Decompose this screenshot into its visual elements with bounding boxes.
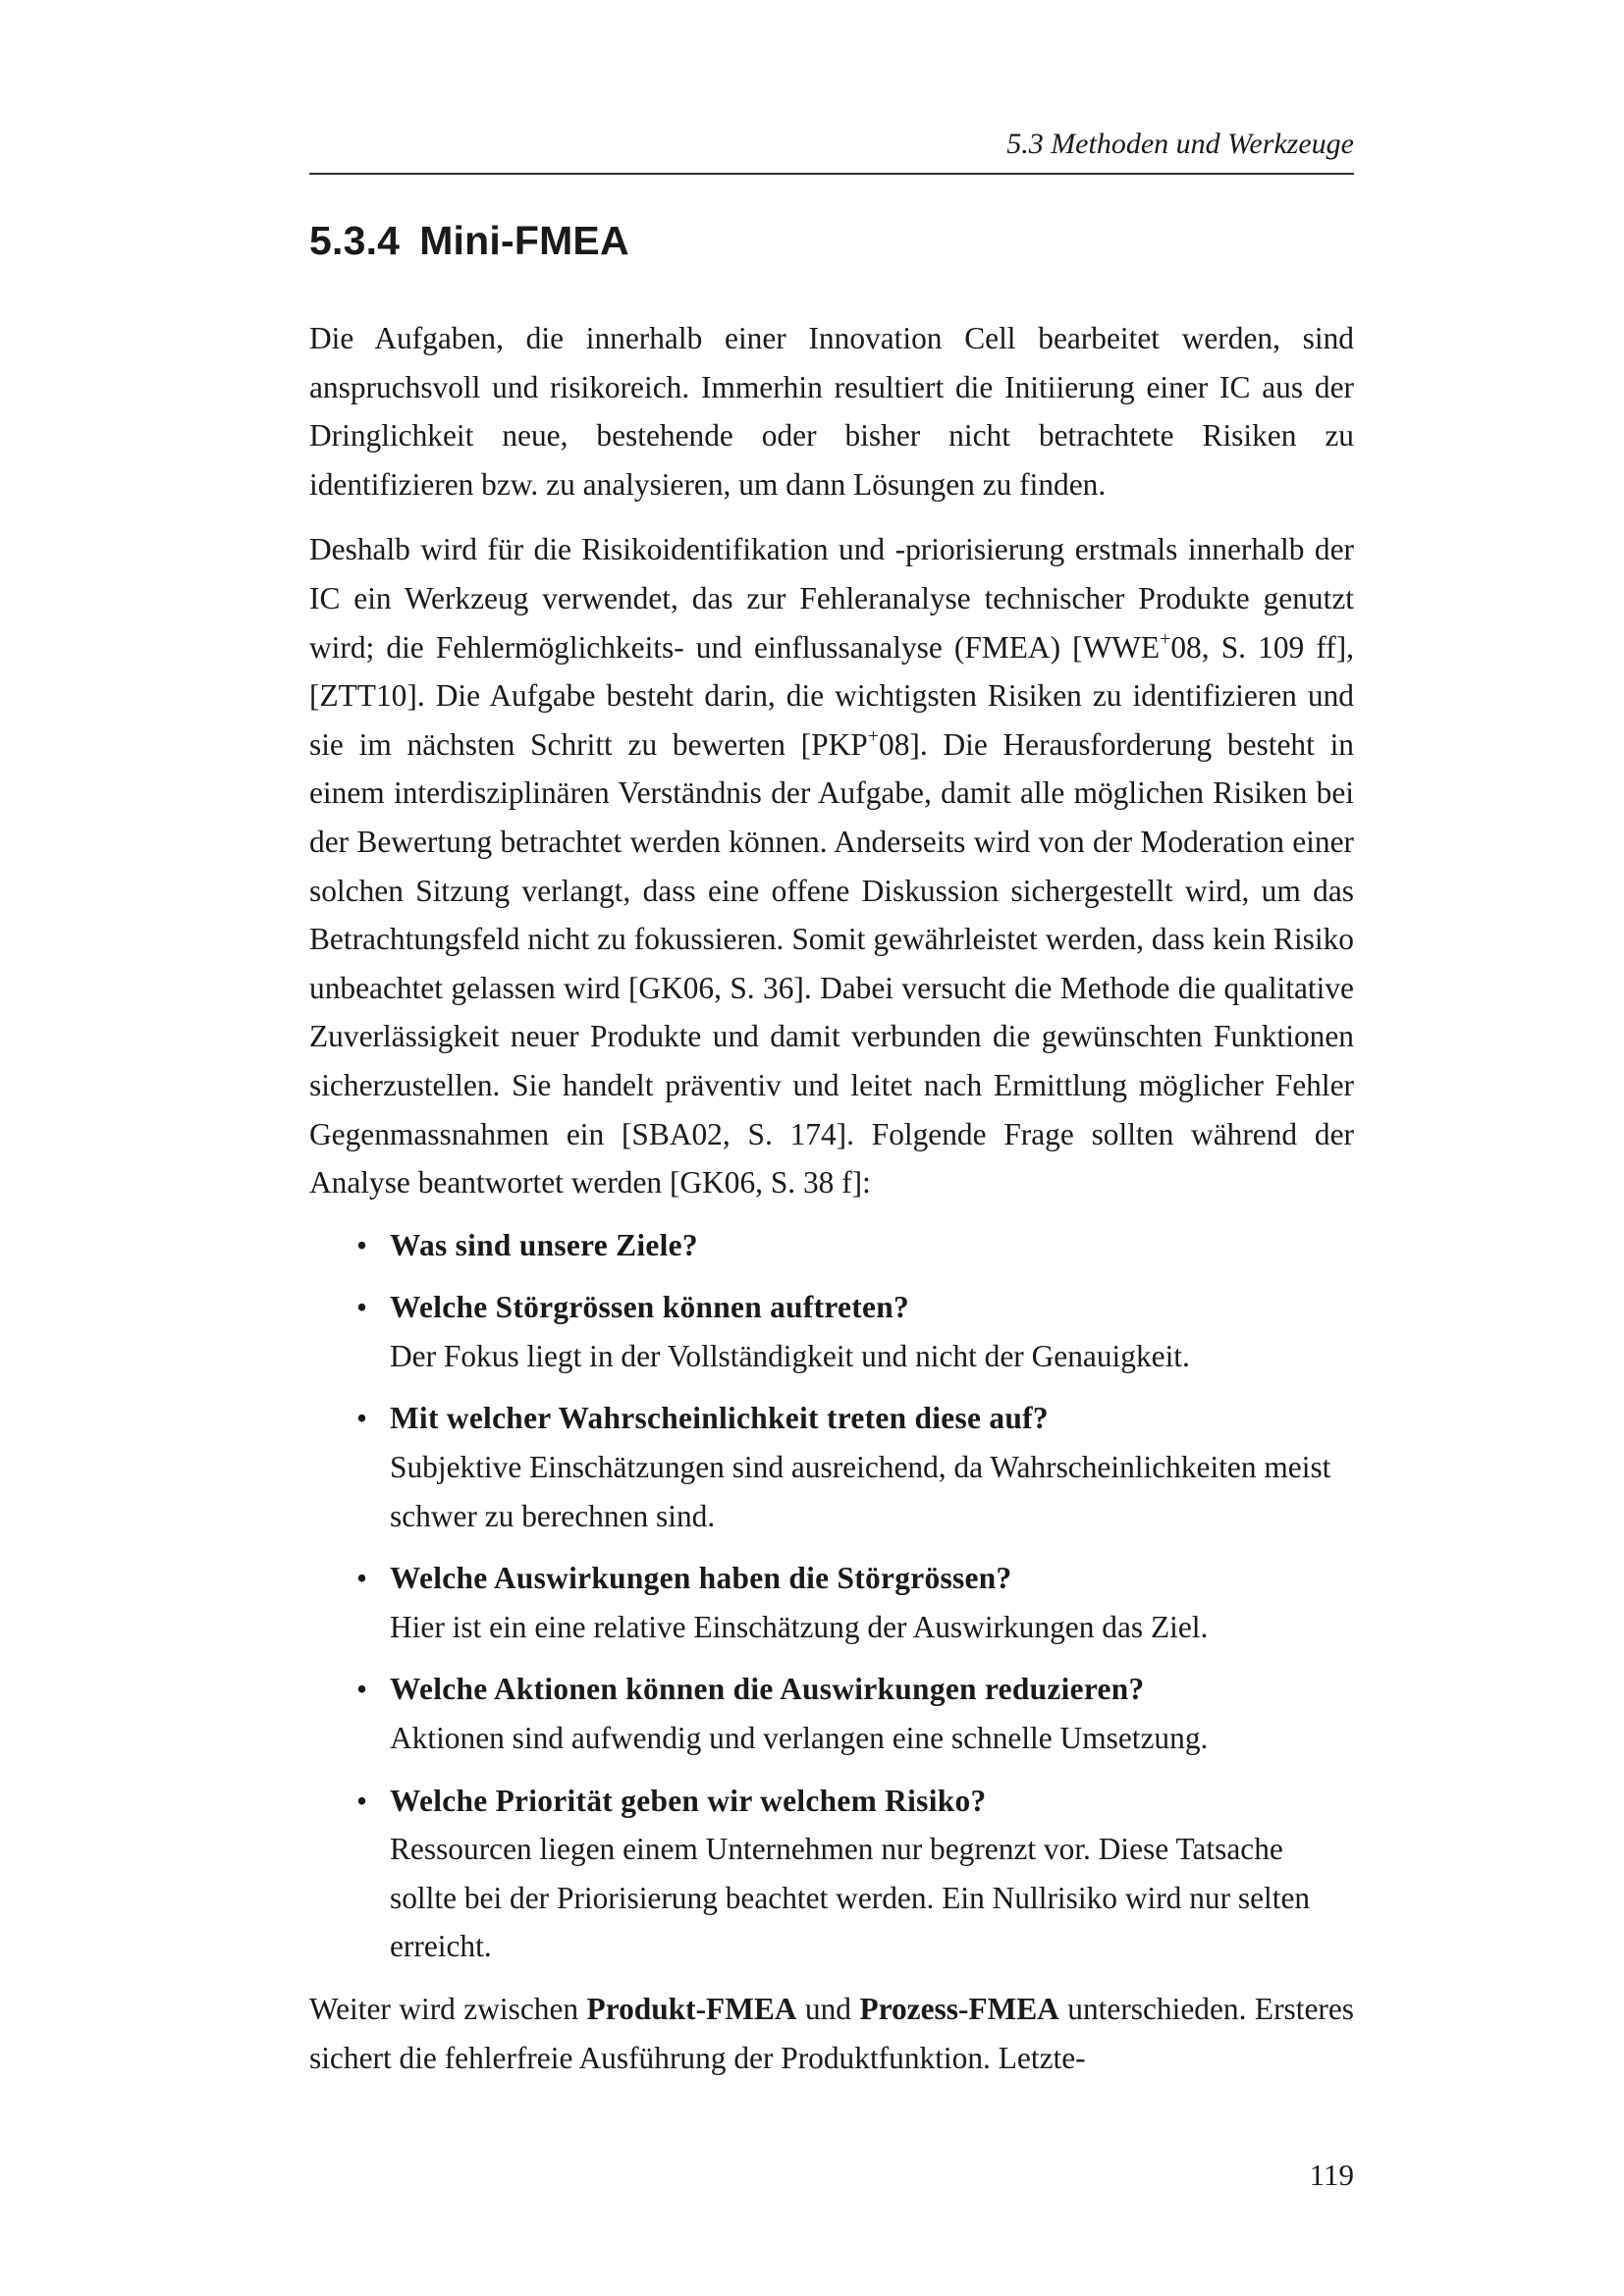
paragraph-3-part-1: Weiter wird zwischen [309, 1992, 587, 2026]
paragraph-3-part-2: und [796, 1992, 860, 2026]
question-text: Mit welcher Wahrscheinlichkeit treten diese auf? [390, 1401, 1049, 1436]
question-text: Welche Aktionen können die Auswirkungen reduzieren? [390, 1672, 1145, 1707]
paragraph-2 [309, 525, 1354, 1206]
bullet-icon: • [356, 1290, 367, 1325]
list-item [356, 1665, 1354, 1762]
page-number: 119 [1309, 2158, 1354, 2192]
answer-text: Aktionen sind aufwendig und verlangen eine schnelle Umsetzung. [390, 1721, 1209, 1756]
list-item [356, 1283, 1354, 1380]
answer-text: Subjektive Einschätzungen sind ausreichend, da Wahrscheinlichkeiten meist schwer zu berechnen sind. [390, 1450, 1331, 1533]
running-head: 5.3 Methoden und Werkzeuge [1006, 128, 1354, 160]
header-rule [309, 173, 1354, 175]
list-item [356, 1221, 1354, 1270]
question-text: Was sind unsere Ziele? [390, 1227, 698, 1262]
bullet-icon: • [356, 1227, 367, 1262]
list-item [356, 1777, 1354, 1971]
paragraph-3 [309, 1985, 1354, 2082]
body-text [309, 314, 1354, 2082]
question-text: Welche Störgrössen können auftreten? [390, 1290, 910, 1325]
list-item [356, 1554, 1354, 1651]
section-title: Mini-FMEA [419, 218, 629, 263]
bullet-icon: • [356, 1783, 367, 1818]
list-item [356, 1394, 1354, 1540]
question-text: Welche Priorität geben wir welchem Risiko? [390, 1783, 987, 1818]
answer-text: Hier ist ein eine relative Einschätzung der Auswirkungen das Ziel. [390, 1609, 1209, 1644]
question-text: Welche Auswirkungen haben die Störgrössen? [390, 1561, 1012, 1596]
paragraph-2-part-3: 08]. Die Herausforderung besteht in einem interdisziplinären Verständnis der Aufgabe, damit alle möglichen Risiken bei der Bewertung betrachtet werden können. Anderseits wird von der Moderation einer solchen Sitzung verlangt, dass eine offene Diskussion sichergestellt wird, um das Betrachtungsfeld nicht zu fokussieren. Somit gewährleistet werden, dass kein Risiko unbeachtet gelassen wird [GK06, S. 36]. Dabei versucht die Methode die qualitative Zuverlässigkeit neuer Produkte und damit verbunden die gewünschten Funktionen sicherzustellen. Sie handelt präventiv und leitet nach Ermittlung möglicher Fehler Gegenmassnahmen ein [SBA02, S. 174]. Folgende Frage sollten während der Analyse beantwortet werden [GK06, S. 38 f]: [309, 726, 1354, 1201]
term-produkt-fmea: Produkt-FMEA [586, 1992, 797, 2026]
paragraph-3-part-3: unterschieden. Ersteres sichert die fehlerfreie Ausführung der Produktfunktion. Letzte- [309, 1992, 1354, 2075]
bullet-icon: • [356, 1561, 367, 1596]
section-number: 5.3.4 [309, 218, 401, 263]
answer-text: Ressourcen liegen einem Unternehmen nur begrenzt vor. Diese Tatsache sollte bei der Priorisierung beachtet werden. Ein Nullrisiko wird nur selten erreicht. [390, 1832, 1311, 1964]
bullet-icon: • [356, 1401, 367, 1436]
paragraph-2-part-2: 08, S. 109 ff], [ZTT10]. Die Aufgabe besteht darin, die wichtigsten Risiken zu identifizieren und sie im nächsten Schritt zu bewerten [PKP [309, 629, 1354, 762]
paragraph-1: Die Aufgaben, die innerhalb einer Innovation Cell bearbeitet werden, sind anspruchsvoll und risikoreich. Immerhin resultiert die Initiierung einer IC aus der Dringlichkeit neue, bestehende oder bisher nicht betrachtete Risiken zu identifizieren bzw. zu analysieren, um dann Lösungen zu finden. [309, 321, 1354, 502]
term-prozess-fmea: Prozess-FMEA [859, 1992, 1059, 2026]
answer-text: Der Fokus liegt in der Vollständigkeit und nicht der Genauigkeit. [390, 1338, 1190, 1373]
citation-superscript: + [867, 724, 879, 747]
citation-superscript: + [1160, 627, 1171, 650]
section-heading [309, 218, 629, 264]
question-list [309, 1221, 1354, 1971]
paragraph-2-part-1: Deshalb wird für die Risikoidentifikation und -priorisierung erstmals innerhalb der IC ein Werkzeug verwendet, das zur Fehleranalyse technischer Produkte genutzt wird; die Fehlermöglichkeits- und einflussanalyse (FMEA) [WWE [309, 532, 1354, 665]
bullet-icon: • [356, 1672, 367, 1707]
